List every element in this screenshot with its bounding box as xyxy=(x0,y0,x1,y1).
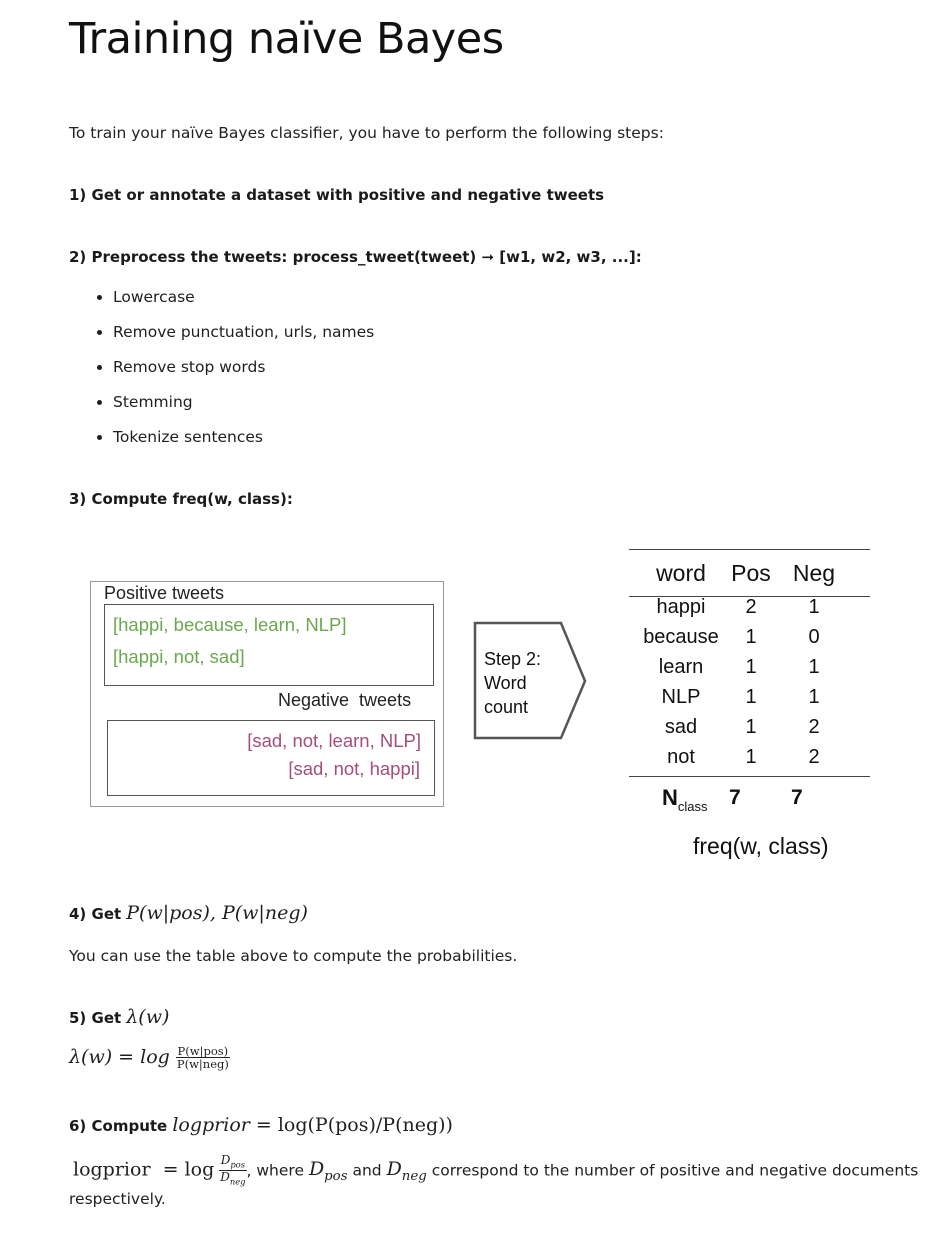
table-cell-neg: 1 xyxy=(808,686,820,708)
arrow-text-line: Step 2: xyxy=(484,649,542,669)
logprior-explanation: correspond to the number of positive and negative documents xyxy=(431,1161,919,1180)
step1-heading: 1) Get or annotate a dataset with positive and negative tweets xyxy=(69,186,605,204)
lambda-numerator: P(w|pos) xyxy=(177,1044,229,1058)
step4-prefix: 4) Get xyxy=(69,905,122,923)
table-cell-word: learn xyxy=(658,656,704,678)
logprior-den: D xyxy=(220,1170,230,1185)
table-caption: freq(w, class) xyxy=(693,833,829,859)
step5-heading xyxy=(69,1006,169,1028)
arrow-text-line: Word xyxy=(484,673,527,693)
list-item: • Lowercase xyxy=(113,285,374,320)
step3-heading: 3) Compute freq(w, class): xyxy=(69,490,293,508)
n-label-subscript: class xyxy=(677,799,708,814)
n-class-label xyxy=(662,785,708,814)
lambda-denominator: P(w|neg) xyxy=(176,1057,229,1071)
preprocess-list xyxy=(69,285,374,460)
step4-math: P(w|pos), P(w|neg) xyxy=(126,902,308,924)
list-item: • Remove punctuation, urls, names xyxy=(113,320,374,355)
table-cell-word: sad xyxy=(664,716,698,738)
negative-tweet: [sad, not, learn, NLP] xyxy=(247,730,421,751)
table-cell-word: not xyxy=(667,746,695,768)
step5-math: λ(w) xyxy=(126,1006,170,1028)
negative-tweets-label: Negative tweets xyxy=(278,690,412,710)
n-neg-value: 7 xyxy=(791,786,803,809)
list-item: • Remove stop words xyxy=(113,355,374,390)
table-cell-neg: 0 xyxy=(808,626,820,648)
table-header-word: word xyxy=(656,560,706,586)
n-label: N xyxy=(662,785,678,810)
table-cell-word: NLP xyxy=(661,686,701,708)
logprior-num: D xyxy=(220,1153,231,1167)
positive-tweet: [happi, not, sad] xyxy=(113,646,245,667)
lambda-formula xyxy=(69,1045,230,1070)
logprior-lhs: logprior = log xyxy=(73,1158,215,1181)
d-pos-subscript: pos xyxy=(324,1169,348,1185)
logprior-den-sub: neg xyxy=(229,1176,246,1187)
table-header-pos: Pos xyxy=(731,560,771,586)
and-text: and xyxy=(352,1161,382,1180)
d-neg-subscript: neg xyxy=(401,1169,427,1185)
table-cell-pos: 1 xyxy=(745,626,757,648)
step2-arrow-text xyxy=(484,647,541,719)
logprior-where: , where xyxy=(246,1161,304,1180)
arrow-text-line: count xyxy=(484,697,529,717)
table-cell-neg: 1 xyxy=(808,596,820,618)
step4-heading xyxy=(69,902,308,924)
table-cell-word: because xyxy=(643,626,719,648)
step6-math-logprior: logprior xyxy=(172,1114,250,1136)
positive-tweet: [happi, because, learn, NLP] xyxy=(113,614,347,635)
logprior-num-sub: pos xyxy=(230,1159,246,1170)
table-cell-pos: 1 xyxy=(745,716,757,738)
table-cell-pos: 1 xyxy=(745,686,757,708)
step6-math-definition: = log(P(pos)/P(neg)) xyxy=(249,1114,453,1136)
table-cell-pos: 2 xyxy=(745,596,757,618)
table-header-neg: Neg xyxy=(792,560,836,586)
step6-heading xyxy=(69,1114,453,1136)
table-cell-pos: 1 xyxy=(745,656,757,678)
n-pos-value: 7 xyxy=(729,786,741,809)
table-cell-neg: 1 xyxy=(808,656,820,678)
step6-prefix: 6) Compute xyxy=(69,1117,168,1135)
page-title: Training naïve Bayes xyxy=(69,14,504,64)
lambda-formula-lhs: λ(w) = log xyxy=(69,1046,170,1068)
step5-prefix: 5) Get xyxy=(69,1009,122,1027)
table-rule-bottom xyxy=(629,776,870,777)
step4-note: You can use the table above to compute the probabilities. xyxy=(69,947,518,965)
logprior-explanation-end: respectively. xyxy=(69,1190,166,1208)
table-cell-word: happi xyxy=(656,596,706,618)
table-cell-neg: 2 xyxy=(808,716,820,738)
table-cell-neg: 2 xyxy=(808,746,820,768)
list-item: • Stemming xyxy=(113,390,374,425)
table-cell-pos: 1 xyxy=(745,746,757,768)
positive-tweets-label: Positive tweets xyxy=(104,583,225,603)
lambda-fraction xyxy=(176,1045,230,1070)
logprior-fraction xyxy=(219,1154,246,1188)
step2-heading: 2) Preprocess the tweets: process_tweet(tweet) ➞ [w1, w2, w3, ...]: xyxy=(69,248,642,266)
table-rule-top xyxy=(629,549,870,550)
d-symbol: D xyxy=(386,1158,402,1181)
negative-tweet: [sad, not, happi] xyxy=(288,758,420,779)
logprior-formula xyxy=(73,1153,919,1188)
d-symbol: D xyxy=(308,1158,325,1181)
intro-text: To train your naïve Bayes classifier, you have to perform the following steps: xyxy=(69,124,664,142)
list-item: • Tokenize sentences xyxy=(113,425,374,460)
